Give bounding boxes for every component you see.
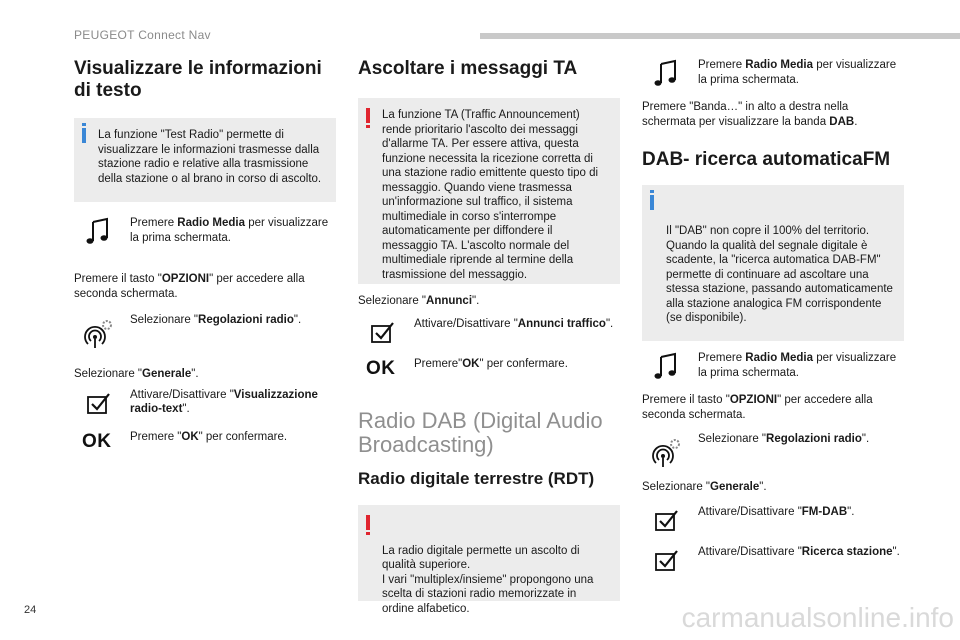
text: ". xyxy=(293,314,302,326)
text: Attivare/Disattivare " xyxy=(130,388,234,401)
step-radio-media xyxy=(642,58,904,100)
text: ". xyxy=(892,545,900,558)
column-left xyxy=(74,58,336,460)
checkbox-icon xyxy=(650,505,682,537)
music-note-icon xyxy=(650,58,682,90)
text: ". xyxy=(759,481,767,493)
text: Selezionare " xyxy=(698,433,767,445)
checkbox-icon xyxy=(366,317,398,349)
info-box-dab xyxy=(642,185,904,341)
text-bold: Regolazioni radio xyxy=(198,314,294,326)
text: Premere xyxy=(698,59,746,71)
warning-icon xyxy=(366,515,370,530)
text-bold: DAB xyxy=(829,115,855,128)
text-bold: Visualizzazione radio-text xyxy=(130,388,318,415)
info-text: Il "DAB" non copre il 100% del territorio. Quando la qualità del segnale digitale è scadente, la "ricerca automatica DAB-FM" permette di continuare ad ascoltare una stessa stazione, passando automaticamente alla stazione analogica FM corrispondente (se disponibile). xyxy=(666,225,893,324)
subsection-title-rdt: Radio digitale terrestre (RDT) xyxy=(358,468,595,488)
step-toggle-radio-text xyxy=(74,388,336,430)
page-number: 24 xyxy=(24,604,37,616)
text: Attivare/Disattivare " xyxy=(698,545,802,558)
ok-icon: OK xyxy=(82,430,112,452)
text-bold: OPZIONI xyxy=(161,273,210,285)
text: ". xyxy=(847,505,855,518)
info-icon xyxy=(650,195,654,210)
text: Premere " xyxy=(130,430,182,443)
text: per visualizzare la prima schermata. xyxy=(698,352,897,379)
section-title-dab-fm: DAB- ricerca automaticaFM xyxy=(642,149,891,170)
section-title-dab: Radio DAB (Digital Audio Broadcasting) xyxy=(358,407,603,457)
text: Selezionare " xyxy=(642,481,711,493)
radio-settings-icon xyxy=(650,436,682,468)
text: " per accedere alla seconda schermata. xyxy=(74,273,305,300)
step-radio-media xyxy=(74,216,336,262)
step-radio-settings xyxy=(642,432,904,478)
text-bold: Regolazioni radio xyxy=(766,433,862,445)
warning-text: La radio digitale permette un ascolto di qualità superiore. I vari "multiplex/insieme" propongono una scelta di stazioni radio memorizzate in ordine alfabetico. xyxy=(382,544,594,615)
paragraph-options xyxy=(74,272,336,301)
text: Selezionare " xyxy=(130,314,199,326)
info-text: La funzione "Test Radio" permette di visualizzare le informazioni trasmesse dalla stazione radio e relative alla trasmissione della stazione o al brano in corso di ascolto. xyxy=(98,129,322,185)
text: Selezionare " xyxy=(358,295,427,307)
radio-settings-icon xyxy=(82,317,114,349)
paragraph-general xyxy=(74,367,336,382)
text: Selezionare " xyxy=(74,368,143,380)
warning-icon xyxy=(366,108,370,123)
text: " per accedere alla seconda schermata. xyxy=(642,394,873,421)
text: Premere xyxy=(698,352,746,364)
text-bold: Annunci xyxy=(426,295,473,307)
column-right xyxy=(642,58,904,581)
text-bold: OPZIONI xyxy=(729,394,778,406)
text-bold: FM-DAB xyxy=(801,505,848,518)
text-bold: OK xyxy=(181,430,199,443)
paragraph-banda xyxy=(642,100,904,129)
step-ok xyxy=(358,357,620,409)
header-bar xyxy=(480,33,960,39)
step-ok xyxy=(74,430,336,460)
text-bold: OK xyxy=(462,357,480,370)
paragraph-general xyxy=(642,480,904,495)
text-bold: Radio Media xyxy=(745,352,814,364)
text-bold: Generale xyxy=(710,481,760,493)
text: per visualizzare la prima schermata. xyxy=(130,217,329,244)
step-radio-settings xyxy=(74,313,336,361)
warning-box-rdt xyxy=(358,505,620,615)
text-bold: Annunci traffico xyxy=(517,317,606,330)
column-middle xyxy=(358,58,620,615)
text: . xyxy=(854,115,858,128)
text: Premere xyxy=(130,217,178,229)
music-note-icon xyxy=(650,351,682,383)
checkbox-icon xyxy=(82,388,114,420)
text-bold: Ricerca stazione xyxy=(801,545,893,558)
text: ". xyxy=(182,403,190,415)
music-note-icon xyxy=(82,216,114,248)
text: Attivare/Disattivare " xyxy=(698,505,802,518)
ok-icon: OK xyxy=(366,357,396,379)
text: " per confermare. xyxy=(198,430,288,443)
text: ". xyxy=(191,368,199,380)
text: Premere il tasto " xyxy=(642,394,730,406)
text: Premere il tasto " xyxy=(74,273,162,285)
text: Premere "Banda…" in alto a destra nella schermata per visualizzare la banda xyxy=(642,101,849,128)
watermark: carmanualsonline.info xyxy=(681,602,954,633)
text-bold: Radio Media xyxy=(177,217,246,229)
checkbox-icon xyxy=(650,545,682,577)
text-bold: Generale xyxy=(142,368,192,380)
text: " per confermare. xyxy=(479,357,568,370)
text: Premere" xyxy=(414,357,463,370)
text: ". xyxy=(861,433,870,445)
section-title-ta: Ascoltare i messaggi TA xyxy=(358,58,578,79)
text: ". xyxy=(472,295,480,307)
step-toggle-fm-dab xyxy=(642,505,904,545)
paragraph-annunci xyxy=(358,294,620,309)
paragraph-options xyxy=(642,393,904,422)
header-title: PEUGEOT Connect Nav xyxy=(74,28,211,42)
text: per visualizzare la prima schermata. xyxy=(698,59,897,86)
text: Attivare/Disattivare " xyxy=(414,317,518,330)
warning-box-ta xyxy=(358,98,620,284)
text: ". xyxy=(605,317,614,330)
info-icon xyxy=(82,128,86,143)
info-box xyxy=(74,118,336,202)
step-toggle-station-search xyxy=(642,545,904,581)
step-radio-media xyxy=(642,351,904,393)
warning-text: La funzione TA (Traffic Announcement) rende prioritario l'ascolto dei messaggi d'allarme TA. Per essere attiva, questa funzione necessita la ricezione corretta di una stazione radio emittente questo tipo di messaggio. Quando viene trasmessa un'informazione sul traffico, il sistema multimediale in corso s'interrompe automaticamente per diffondere il messaggio TA. L'ascolto normale del multimediale riprende al termine della trasmissione del messaggio. xyxy=(382,109,599,281)
section-title-text-info: Visualizzare le informazioni di testo xyxy=(74,58,322,101)
step-toggle-traffic xyxy=(358,317,620,357)
text-bold: Radio Media xyxy=(745,59,814,71)
